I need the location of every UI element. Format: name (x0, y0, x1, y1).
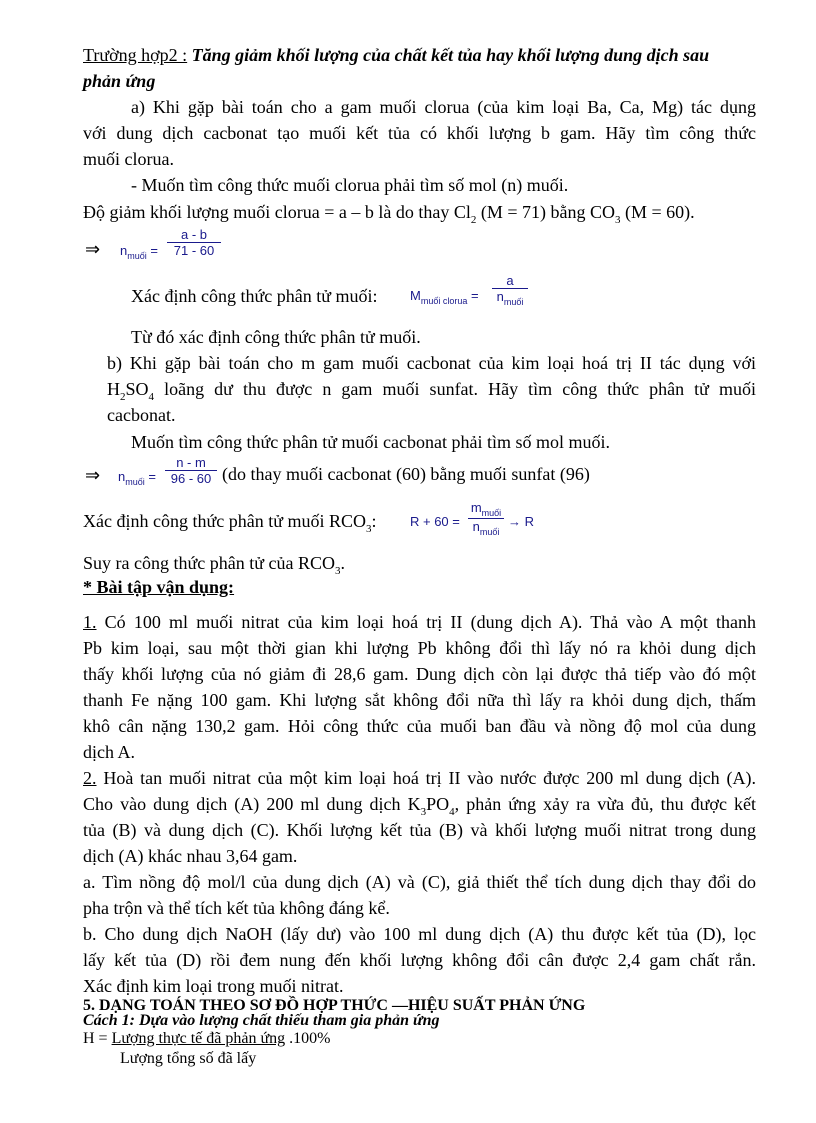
eq-subscript: muối (479, 527, 500, 537)
ex1-line4: thanh Fe nặng 100 gam. Khi lượng sắt không đổi nữa thì lấy ra khỏi dung dịch, thấm (83, 690, 756, 710)
eq-a1-fraction (167, 227, 221, 258)
subscript: 2 (120, 391, 126, 403)
text-segment: (M = 60). (620, 202, 695, 222)
eq-b2-lhs: R + 60 = (410, 514, 460, 529)
eq-numerator: m (470, 500, 482, 515)
implies-arrow: ⇒ (85, 465, 101, 486)
formula-denominator: Lượng tổng số đã lấy (120, 1050, 257, 1067)
text-segment: Có 100 ml muối nitrat của kim loại hoá trị II (dung dịch A). Thả vào A một thanh (96, 612, 756, 632)
text-segment: , phản ứng xảy ra vừa đủ, thu được kết (454, 794, 757, 814)
ex1-number: 1. (83, 612, 97, 632)
subscript: 3 (334, 565, 341, 577)
eq-denominator: 71 - 60 (173, 243, 215, 258)
eq-a2-fraction (492, 273, 528, 307)
ex1-line2: Pb kim loại, sau một thời gian khi lượng Pb không đổi thì lấy nó ra khỏi dung dịch (83, 638, 756, 658)
ex2-b-line3: Xác định kim loại trong muối nitrat. (83, 976, 344, 996)
ex2-number: 2. (83, 768, 97, 788)
part-b-line4: Muốn tìm công thức phân tử muối cacbonat phải tìm số mol muối. (131, 432, 610, 452)
ex1-line3: thấy khối lượng của nó giảm đi 28,6 gam. Dung dịch còn lại được thả tiếp vào đó một (83, 664, 756, 684)
eq-denominator: n (472, 519, 480, 534)
part-a-line3: muối clorua. (83, 149, 174, 169)
text-segment: . (340, 553, 345, 573)
text-segment: loãng dư thu được n gam muối sunfat. Hãy tìm công thức phân tử muối (154, 379, 756, 399)
part-b-line3: cacbonat. (107, 405, 176, 425)
eq-b1-note: (do thay muối cacbonat (60) bằng muối sunfat (96) (222, 464, 590, 484)
eq-equals: = (148, 469, 156, 484)
ex2-line1 (83, 767, 756, 789)
eq-numerator: a - b (180, 227, 207, 242)
efficiency-formula (83, 1030, 330, 1048)
text-segment: Xác định công thức phân tử muối RCO (83, 511, 366, 531)
ex2-a-line1: a. Tìm nồng độ mol/l của dung dịch (A) và (C), giả thiết thể tích dung dịch thay đổi do (83, 872, 756, 892)
eq-subscript: muối (125, 477, 145, 487)
part-a-line6: Xác định công thức phân tử muối: (131, 286, 378, 306)
text-segment: H = (83, 1030, 112, 1047)
eq-b1-lhs (118, 469, 156, 487)
exercises-heading: * Bài tập vận dụng: (83, 577, 235, 597)
case2-heading (83, 44, 709, 66)
eq-symbol: M (410, 288, 421, 303)
eq-equals: = (471, 288, 479, 303)
subscript: 3 (615, 214, 621, 226)
text-segment: Suy ra công thức phân tử của RCO (83, 553, 335, 573)
text-segment: SO (125, 379, 149, 399)
ex2-b-line1: b. Cho dung dịch NaOH (lấy dư) vào 100 ml dung dịch (A) thu được kết tủa (D), lọc (83, 924, 756, 944)
subscript: 4 (148, 391, 155, 403)
text-segment: (M = 71) bằng CO (476, 202, 616, 222)
case2-heading-title: Tăng giảm khối lượng của chất kết tủa hay khối lượng dung dịch sau (191, 45, 710, 65)
part-b-line1: b) Khi gặp bài toán cho m gam muối cacbonat của kim loại hoá trị II tác dụng với (107, 353, 756, 373)
eq-b1-fraction (165, 455, 217, 486)
eq-subscript: muối (481, 508, 502, 518)
part-b-line2 (107, 378, 756, 408)
ex2-line3: tủa (B) và dung dịch (C). Khối lượng kết tủa (B) và khối lượng muối nitrat trong dung (83, 820, 756, 840)
formula-numerator: Lượng thực tế đã phản ứng (111, 1030, 286, 1047)
subscript: 4 (449, 806, 455, 818)
implies-arrow: ⇒ (85, 239, 101, 260)
eq-denominator: n (496, 289, 504, 304)
text-segment: Độ giảm khối lượng muối clorua = a – b là do thay Cl (83, 202, 471, 222)
part-b-line5 (83, 510, 377, 540)
subscript: 2 (470, 214, 477, 226)
part-a-line4: - Muốn tìm công thức muối clorua phải tìm số mol (n) muối. (131, 175, 569, 195)
eq-symbol: n (118, 469, 126, 484)
subscript: 3 (365, 523, 372, 535)
ex1-line6: dịch A. (83, 742, 135, 762)
text-segment: PO (426, 794, 450, 814)
eq-subscript: muối (503, 297, 524, 307)
text-segment: : (371, 511, 377, 531)
ex2-b-line2: lấy kết tủa (D) rồi đem nung đến khối lượng không đổi cân được 2,4 gam chất rắn. (83, 950, 756, 970)
eq-symbol: n (120, 243, 128, 258)
subscript: 3 (420, 806, 427, 818)
text-segment: Hoà tan muối nitrat của một kim loại hoá trị II vào nước được 200 ml dung dịch (A). (96, 768, 756, 788)
case2-heading-label: Trường hợp2 : (83, 45, 188, 65)
text-segment: Cho vào dung dịch (A) 200 ml dung dịch K (83, 794, 421, 814)
eq-numerator: n - m (176, 455, 206, 470)
text-segment: .100% (285, 1030, 331, 1047)
eq-subscript: muối (127, 251, 147, 261)
eq-b2-fraction (468, 500, 504, 537)
eq-denominator: 96 - 60 (170, 471, 212, 486)
section5-method1: Cách 1: Dựa vào lượng chất thiếu tham gia phản ứng (83, 1012, 440, 1029)
ex2-a-line2: pha trộn và thể tích kết tủa không đáng kể. (83, 898, 390, 918)
eq-equals: = (150, 243, 158, 258)
part-a-line7: Từ đó xác định công thức phân tử muối. (131, 327, 421, 347)
eq-subscript: muối clorua (420, 296, 468, 306)
eq-a2-lhs (410, 288, 479, 306)
eq-numerator: a (506, 273, 514, 288)
ex2-line4: dịch (A) khác nhau 3,64 gam. (83, 846, 298, 866)
eq-a1-lhs (120, 243, 158, 261)
ex1-line1 (83, 611, 756, 633)
section5-heading: 5. DẠNG TOÁN THEO SƠ ĐỒ HỢP THỨC —HIỆU SUẤT PHẢN ỨNG (83, 997, 586, 1014)
part-a-line1: a) Khi gặp bài toán cho a gam muối clorua (của kim loại Ba, Ca, Mg) tác dụng (131, 97, 756, 117)
case2-heading-cont: phản ứng (83, 71, 156, 91)
part-a-line2: với dung dịch cacbonat tạo muối kết tủa có khối lượng b gam. Hãy tìm công thức (83, 123, 756, 143)
text-segment: H (107, 379, 120, 399)
eq-b2-rhs: → R (508, 514, 534, 529)
ex1-line5: khô cân nặng 130,2 gam. Hỏi công thức của muối ban đầu và nồng độ mol của dung (83, 716, 756, 736)
